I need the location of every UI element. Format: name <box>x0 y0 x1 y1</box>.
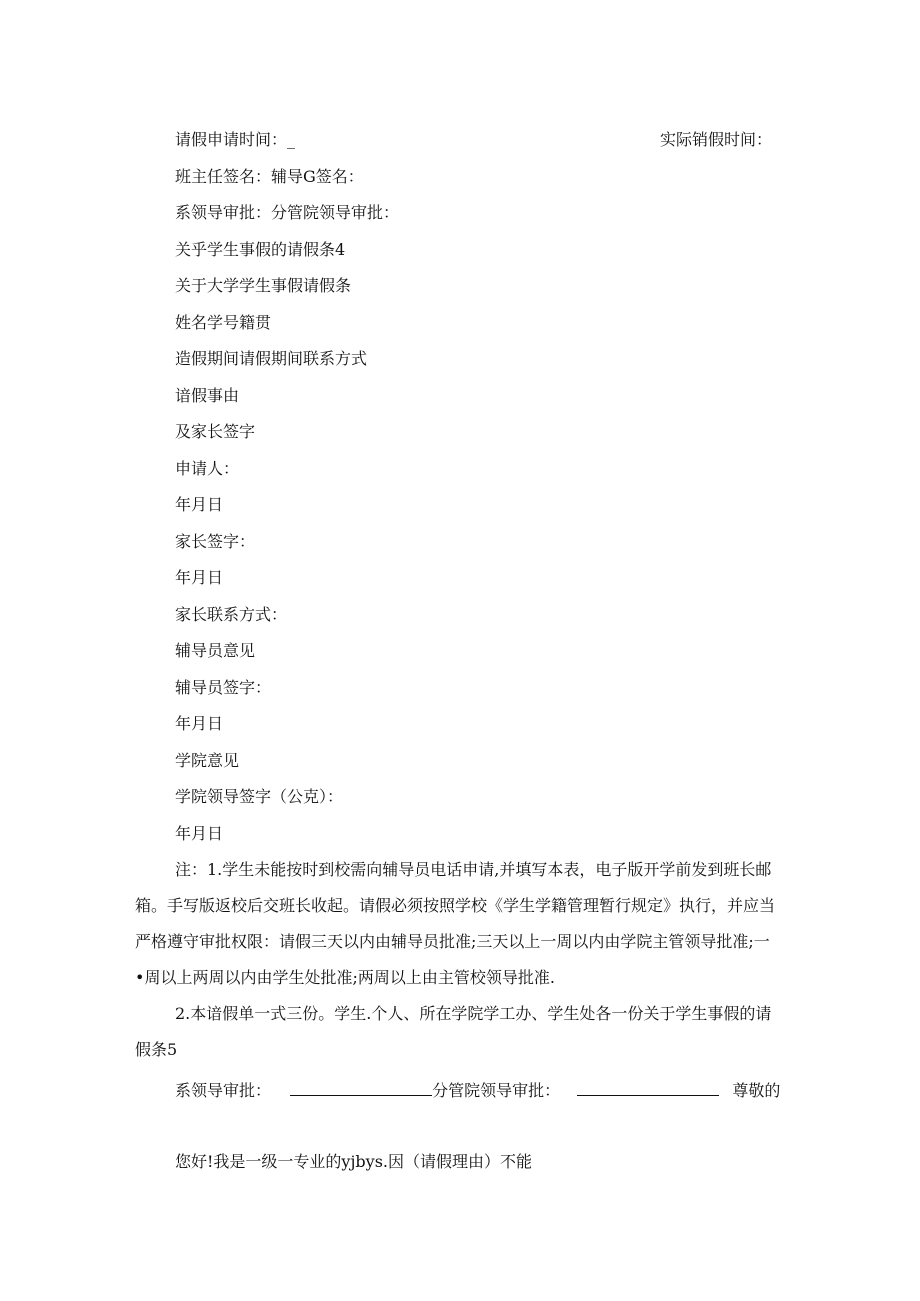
actual-cancel-time-label: 实际销假时间： <box>660 130 773 149</box>
letter-opening: 您好!我是一级一专业的yjbys.因（请假理由）不能 <box>175 1152 533 1171</box>
dept-approval-blank[interactable] <box>290 1095 432 1096</box>
form-row: 年月日 <box>175 495 224 514</box>
section-title-4: 关乎学生事假的请假条4 <box>175 240 346 259</box>
notes-block <box>135 852 775 1068</box>
dept-approval-label: 系领导审批： <box>175 1081 272 1100</box>
form-row: 谙假事由 <box>175 386 240 405</box>
form-title: 关于大学学生事假请假条 <box>175 276 352 295</box>
college-approval-label: 分管院领导审批： <box>432 1081 561 1100</box>
form-row: 辅导员签字： <box>175 678 272 697</box>
form-row: 年月日 <box>175 714 224 733</box>
dept-approvals-row: 系领导审批：分管院领导审批： <box>175 203 400 222</box>
form-row: 辅导员意见 <box>175 641 256 660</box>
form-row: 姓名学号籍贯 <box>175 313 272 332</box>
form-row: 学院意见 <box>175 751 240 770</box>
leave-apply-time-row <box>175 129 773 151</box>
form-row: 及家长签字 <box>175 422 256 441</box>
form-row: 家长联系方式： <box>175 605 288 624</box>
note-2: 2.本谙假单一式三份。学生.个人、所在学院学工办、学生处各一份关于学生事假的请假条5 <box>135 1004 772 1059</box>
form-row: 年月日 <box>175 824 224 843</box>
teacher-signatures-row: 班主任签名：辅导G签名： <box>175 167 364 186</box>
form-row: 家长签字： <box>175 532 256 551</box>
note-1: 注：1.学生未能按时到校需向辅导员电话申请,并填写本表，电子版开学前发到班长邮箱。手写版返校后交班长收起。请假必须按照学校《学生学籍管理暂行规定》执行，并应当严格遵守审批权限：请假三天以内由辅导员批准;三天以上一周以内由学院主管领导批准;一•周以上两周以内由学生处批准;两周以上由主管校领导批准. <box>135 860 776 987</box>
form-row: 造假期间请假期间联系方式 <box>175 349 368 368</box>
college-approval-blank[interactable] <box>577 1095 719 1096</box>
greeting-text: 尊敬的 <box>732 1081 781 1100</box>
form-row: 年月日 <box>175 568 224 587</box>
form-row: 学院领导签字（公克）： <box>175 787 344 806</box>
approval-line <box>175 1080 780 1102</box>
leave-apply-time-label: 请假申请时间：_ <box>175 130 296 149</box>
form-row: 申请人： <box>175 459 240 478</box>
